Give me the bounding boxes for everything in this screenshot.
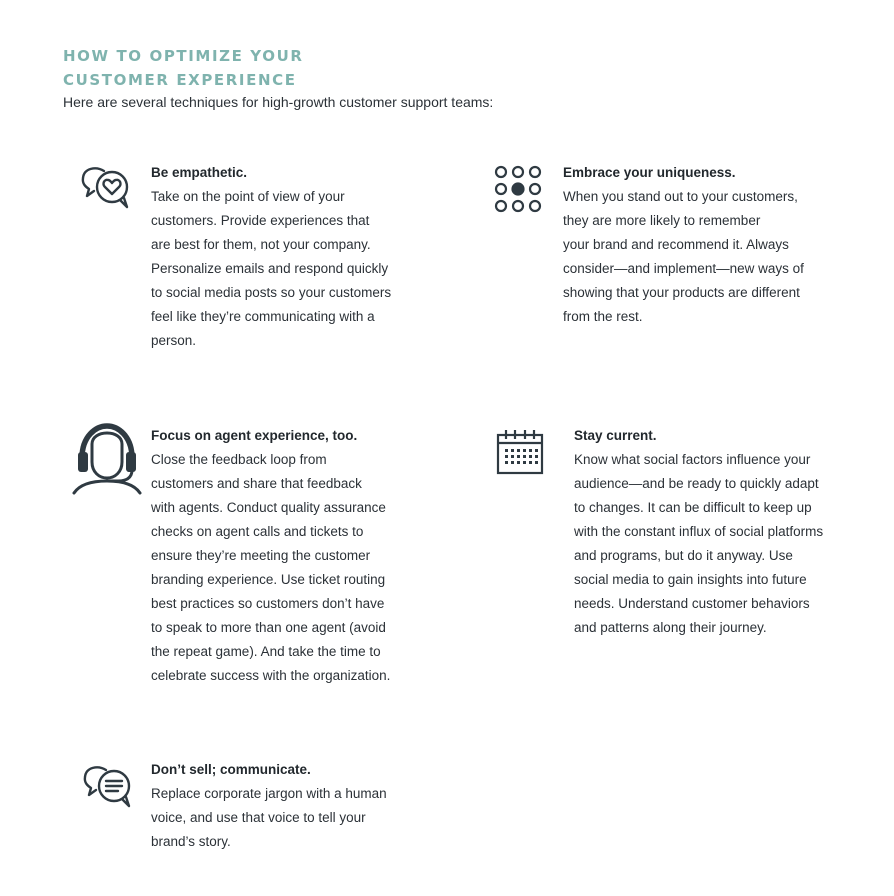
page-title-line-2: CUSTOMER EXPERIENCE	[63, 71, 297, 89]
tip-line: are best for them, not your company.	[151, 237, 371, 252]
tip-line: branding experience. Use ticket routing	[151, 572, 386, 587]
dot-grid-icon	[494, 165, 546, 217]
intro-text: Here are several techniques for high-growth customer support teams:	[63, 94, 494, 110]
tip-line: Replace corporate jargon with a human	[151, 786, 387, 801]
tip-line: and patterns along their journey.	[574, 620, 767, 635]
tip-line: checks on agent calls and tickets to	[151, 524, 364, 539]
tip-line: showing that your products are different	[563, 285, 800, 300]
tip-line: needs. Understand customer behaviors	[574, 596, 810, 611]
tip-line: voice, and use that voice to tell your	[151, 810, 366, 825]
tip-line: brand’s story.	[151, 834, 231, 849]
tip-line: ensure they’re meeting the customer	[151, 548, 371, 563]
tip-title: Be empathetic.	[151, 165, 248, 180]
calendar-icon	[496, 429, 544, 475]
tip-line: Personalize emails and respond quickly	[151, 261, 389, 276]
tip-line: social media to gain insights into future	[574, 572, 807, 587]
tip-title: Don’t sell; communicate.	[151, 762, 311, 777]
tip-line: person.	[151, 333, 197, 348]
tip-line: with the constant influx of social platforms	[574, 524, 824, 539]
headset-agent-icon	[72, 422, 142, 496]
tip-line: feel like they’re communicating with a	[151, 309, 375, 324]
page-title-line-1: HOW TO OPTIMIZE YOUR	[63, 47, 304, 65]
tip-line: When you stand out to your customers,	[563, 189, 798, 204]
tip-line: customers. Provide experiences that	[151, 213, 370, 228]
tip-line: your brand and recommend it. Always	[563, 237, 789, 252]
page-title	[63, 44, 304, 92]
tip-line: with agents. Conduct quality assurance	[151, 500, 386, 515]
tip-line: audience—and be ready to quickly adapt	[574, 476, 819, 491]
tip-title: Focus on agent experience, too.	[151, 428, 358, 443]
tip-title: Stay current.	[574, 428, 657, 443]
tip-line: celebrate success with the organization.	[151, 668, 391, 683]
chat-text-icon	[82, 762, 136, 810]
tip-line: Know what social factors influence your	[574, 452, 811, 467]
tip-line: Take on the point of view of your	[151, 189, 345, 204]
tip-line: consider—and implement—new ways of	[563, 261, 804, 276]
tip-line: the repeat game). And take the time to	[151, 644, 381, 659]
tip-title: Embrace your uniqueness.	[563, 165, 736, 180]
tip-line: customers and share that feedback	[151, 476, 362, 491]
tip-line: to social media posts so your customers	[151, 285, 392, 300]
tip-line: and programs, but do it anyway. Use	[574, 548, 793, 563]
tip-line: from the rest.	[563, 309, 643, 324]
tip-line: to speak to more than one agent (avoid	[151, 620, 386, 635]
chat-heart-icon	[80, 163, 134, 211]
tip-line: best practices so customers don’t have	[151, 596, 385, 611]
tip-line: Close the feedback loop from	[151, 452, 327, 467]
tip-line: to changes. It can be difficult to keep up	[574, 500, 812, 515]
tip-line: they are more likely to remember	[563, 213, 761, 228]
